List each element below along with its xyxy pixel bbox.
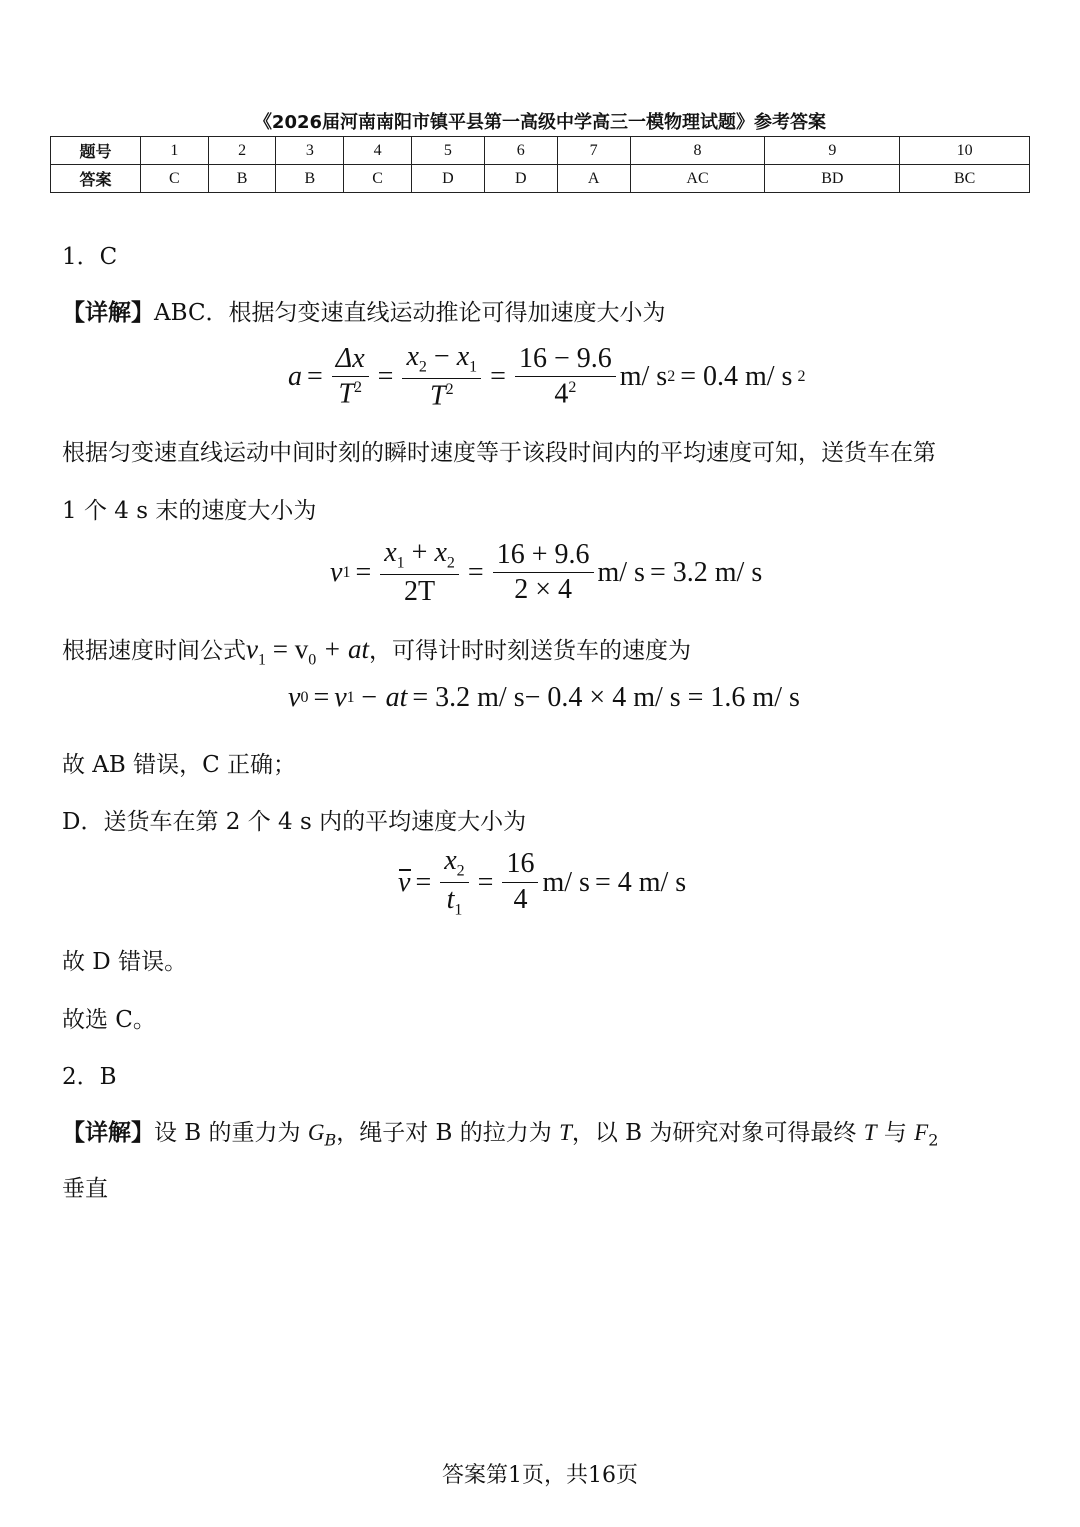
detail-text: ABC．根据匀变速直线运动推论可得加速度大小为: [154, 300, 666, 326]
eq-sign: =: [415, 866, 432, 898]
detail-tag: 【详解】: [62, 1119, 154, 1146]
subscript: 2: [446, 554, 455, 572]
table-cell: D: [411, 165, 484, 193]
eq-symbol: x: [406, 341, 419, 372]
equation-velocity-1: [330, 538, 767, 608]
table-cell: 9: [765, 137, 900, 165]
eq-symbol: x: [444, 845, 457, 876]
eq-text: + at: [316, 634, 369, 664]
fraction: [380, 538, 459, 608]
fraction-denominator: 2 × 4: [514, 574, 572, 606]
eq-symbol: a: [288, 361, 302, 393]
result: = 4 m/ s: [594, 866, 687, 898]
exponent: 2: [797, 368, 806, 386]
eq-symbol: x: [434, 537, 447, 568]
eq-symbol: v: [334, 682, 347, 713]
eq-symbol: x: [384, 537, 397, 568]
q1-detail: [62, 294, 666, 327]
result: = 3.2 m/ s: [649, 556, 763, 588]
page-footer: 答案第1页，共16页: [442, 1463, 638, 1488]
paragraph: 故 AB 错误，C 正确；: [62, 752, 297, 778]
detail-tag: 【详解】: [62, 299, 154, 326]
eq-sign: =: [490, 361, 506, 393]
answer-table-row-numbers: [51, 137, 1030, 165]
eq-symbol: v: [330, 556, 343, 588]
paragraph: [62, 632, 691, 669]
subscript: 2: [418, 358, 427, 376]
table-cell: 8: [630, 137, 765, 165]
paragraph: 故 D 错误。: [62, 949, 188, 975]
subscript: 1: [454, 901, 463, 919]
result: = 0.4 m/ s: [680, 361, 793, 393]
table-cell: 7: [557, 137, 630, 165]
subscript: 2: [928, 1130, 939, 1150]
table-cell: 1: [141, 137, 209, 165]
table-cell: A: [557, 165, 630, 193]
equation-acceleration: [288, 342, 805, 412]
eq-symbol: x: [456, 341, 470, 372]
eq-symbol: F: [914, 1120, 929, 1145]
subscript: 2: [456, 862, 465, 880]
answer-table: [50, 136, 1030, 193]
exponent: 2: [667, 368, 676, 386]
exponent: 2: [568, 379, 577, 397]
row-label-number: 题号: [51, 137, 141, 165]
fraction: [402, 342, 481, 412]
table-cell: 3: [276, 137, 344, 165]
table-cell: 6: [484, 137, 557, 165]
q2-heading: 2．B: [62, 1064, 117, 1090]
eq-text: = v: [265, 634, 309, 664]
paragraph: D．送货车在第 2 个 4 s 内的平均速度大小为: [62, 809, 527, 835]
fraction-denominator: 2T: [404, 576, 436, 608]
table-cell: B: [208, 165, 276, 193]
eq-text: − at: [359, 682, 408, 713]
table-cell: BC: [900, 165, 1030, 193]
table-cell: B: [276, 165, 344, 193]
eq-symbol: v: [246, 634, 258, 664]
fraction-numerator: 16 + 9.6: [493, 540, 594, 574]
q2-detail: [62, 1114, 938, 1150]
text: 与: [876, 1120, 915, 1146]
document-title: 《2026届河南南阳市镇平县第一高级中学高三一模物理试题》参考答案: [253, 112, 827, 133]
unit: m/ s: [597, 556, 645, 588]
eq-symbol: T: [863, 1120, 877, 1145]
subscript: 1: [257, 651, 266, 669]
fraction: [493, 540, 594, 607]
fraction-denominator: 4: [513, 884, 528, 916]
fraction-denominator: T: [338, 378, 355, 410]
table-cell: C: [344, 165, 412, 193]
result: = 3.2 m/ s− 0.4 × 4 m/ s = 1.6 m/ s: [412, 682, 800, 713]
eq-sign: =: [307, 361, 323, 393]
equation-average-velocity: [398, 846, 691, 919]
eq-symbol: T: [430, 380, 446, 412]
subscript: 0: [300, 689, 309, 706]
subscript: B: [324, 1130, 337, 1150]
exponent: 2: [354, 379, 363, 397]
fraction: [502, 849, 538, 916]
eq-symbol: v: [288, 682, 301, 713]
fraction-denominator: 4: [554, 378, 569, 410]
fraction: [332, 344, 369, 411]
text: 设 B 的重力为: [154, 1120, 308, 1146]
paragraph: 1 个 4 s 末的速度大小为: [62, 498, 317, 524]
table-cell: D: [484, 165, 557, 193]
paragraph: 根据匀变速直线运动中间时刻的瞬时速度等于该段时间内的平均速度可知，送货车在第: [62, 440, 936, 466]
subscript: 1: [469, 358, 478, 376]
exponent: 2: [445, 381, 454, 399]
text: 根据速度时间公式: [62, 638, 246, 664]
subscript: 0: [308, 651, 317, 669]
eq-symbol: T: [559, 1120, 572, 1145]
fraction: [440, 846, 468, 919]
table-cell: 10: [900, 137, 1030, 165]
eq-operator: +: [404, 537, 435, 568]
text: ，以 B 为研究对象可得最终: [571, 1120, 864, 1146]
eq-operator: −: [426, 341, 457, 372]
paragraph: 故选 C。: [62, 1007, 156, 1033]
fraction-numerator: 16 − 9.6: [515, 344, 616, 378]
eq-sign: =: [313, 682, 330, 713]
fraction-numerator: 16: [502, 849, 538, 883]
equation-velocity-0: [288, 682, 800, 714]
paragraph: 垂直: [62, 1176, 108, 1202]
answer-table-row-answers: [51, 165, 1030, 193]
subscript: 1: [342, 563, 351, 581]
subscript: 1: [346, 689, 355, 706]
eq-sign: =: [355, 556, 372, 588]
text: ，可得计时时刻送货车的速度为: [368, 638, 691, 664]
eq-sign: =: [377, 361, 394, 393]
table-cell: BD: [765, 165, 900, 193]
fraction-numerator: Δx: [332, 344, 369, 378]
eq-symbol: t: [446, 884, 455, 916]
fraction: [515, 344, 616, 411]
subscript: 1: [396, 554, 405, 572]
eq-symbol: v: [398, 866, 411, 898]
row-label-answer: 答案: [51, 165, 141, 193]
unit: m/ s: [619, 361, 668, 393]
table-cell: AC: [630, 165, 765, 193]
table-cell: C: [141, 165, 209, 193]
table-cell: 4: [344, 137, 412, 165]
table-cell: 2: [208, 137, 276, 165]
text: ，绳子对 B 的拉力为: [336, 1120, 560, 1146]
eq-sign: =: [467, 556, 484, 588]
unit: m/ s: [542, 866, 590, 898]
q1-heading: 1．C: [62, 244, 118, 270]
eq-symbol: G: [307, 1120, 325, 1145]
table-cell: 5: [411, 137, 484, 165]
eq-sign: =: [477, 866, 494, 898]
